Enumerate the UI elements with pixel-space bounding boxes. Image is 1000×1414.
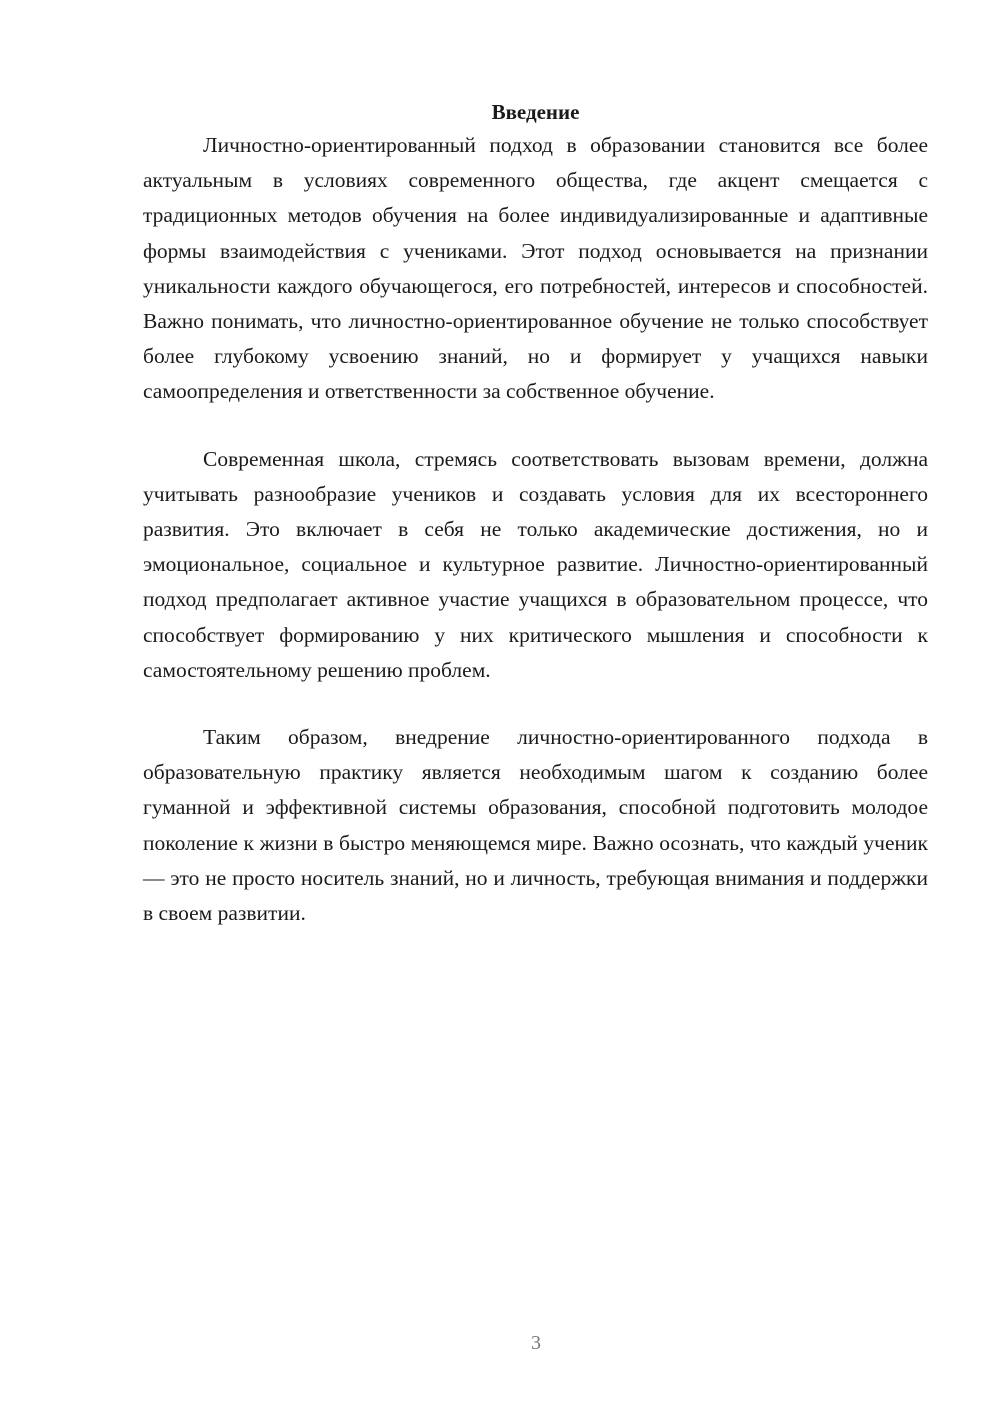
page-body xyxy=(143,96,928,963)
page-number: 3 xyxy=(531,1332,541,1354)
section-heading: Введение xyxy=(491,100,580,124)
paragraph-1: Личностно-ориентированный подход в образовании становится все более актуальным в условиях современного общества, где акцент смещается с традиционных методов обучения на более индивидуализированные и адаптивные формы взаимодействия с учениками. Этот подход основывается на признании уникальности каждого обучающегося, его потребностей, интересов и способностей. Важно понимать, что личностно-ориентированное обучение не только способствует более глубокому усвоению знаний, но и формирует у учащихся навыки самоопределения и ответственности за собственное обучение. xyxy=(143,133,928,404)
paragraph-3: Таким образом, внедрение личностно-ориентированного подхода в образовательную практику является необходимым шагом к созданию более гуманной и эффективной системы образования, способной подготовить молодое поколение к жизни в быстро меняющемся мире. Важно осознать, что каждый ученик — это не просто носитель знаний, но и личность, требующая внимания и поддержки в своем развитии. xyxy=(143,725,928,926)
paragraph-2: Современная школа, стремясь соответствовать вызовам времени, должна учитывать разнообразие учеников и создавать условия для их всестороннего развития. Это включает в себя не только академические достижения, но и эмоциональное, социальное и культурное развитие. Личностно-ориентированный подход предполагает активное участие учащихся в образовательном процессе, что способствует формированию у них критического мышления и способности к самостоятельному решению проблем. xyxy=(143,446,928,682)
